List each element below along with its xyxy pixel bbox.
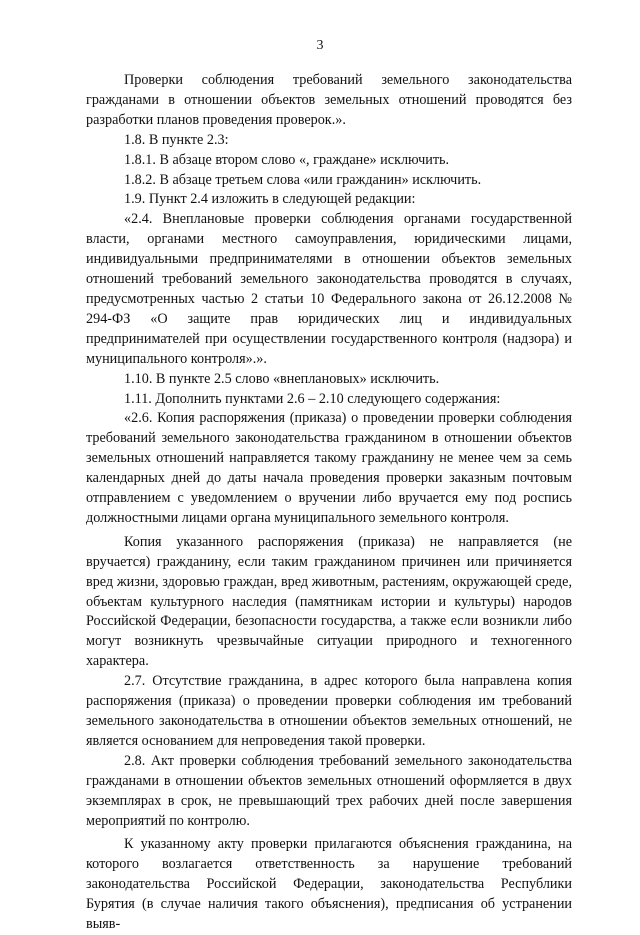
paragraph: 1.11. Дополнить пунктами 2.6 – 2.10 следующего содержания:	[124, 390, 501, 407]
page-number: 3	[316, 38, 324, 53]
paragraph: 1.9. Пункт 2.4 изложить в следующей редакции:	[124, 191, 416, 208]
paragraph: 1.8.1. В абзаце втором слово «, граждане» исключить.	[124, 151, 450, 168]
paragraph: «2.4. Внеплановые проверки соблюдения органами государственной власти, органами местного самоуправления, юридическими лицами, индивидуальными предпринимателями в отношении объектов земельных отношений требований земельного законодательства проводятся в случаях, предусмотренных частью 2 статьи 10 Федерального закона от 26.12.2008 № 294-ФЗ «О защите прав юридических лиц и индивидуальных предпринимателей при осуществлении государственного контроля (надзора) и муниципального контроля».».	[86, 211, 572, 367]
paragraph: 1.10. В пункте 2.5 слово «внеплановых» исключить.	[124, 370, 440, 387]
document-body	[86, 71, 572, 935]
paragraph: 1.8. В пункте 2.3:	[124, 131, 229, 148]
paragraph: 1.8.2. В абзаце третьем слова «или гражданин» исключить.	[124, 171, 482, 188]
paragraph: 2.7. Отсутствие гражданина, в адрес которого была направлена копия распоряжения (приказа) о проведении проверки соблюдения им требований земельного законодательства в отношении объектов земельных отношений, не является основанием для непроведения такой проверки.	[86, 673, 572, 749]
paragraph: К указанному акту проверки прилагаются объяснения гражданина, на которого возлагается ответственность за нарушение требований законодательства Российской Федерации, законодательства Республики Бурятия (в случае наличия такого объяснения), предписания об устранении выяв-	[86, 836, 572, 933]
paragraph: 2.8. Акт проверки соблюдения требований земельного законодательства гражданами в отношении объектов земельных отношений оформляется в двух экземплярах в срок, не превышающий трех рабочих дней после завершения мероприятий по контролю.	[86, 752, 572, 829]
paragraph: Копия указанного распоряжения (приказа) не направляется (не вручается) гражданину, если таким гражданином причинен или причиняется вред жизни, здоровью граждан, вред животным, растениям, окружающей среде, объектам культурного наследия (памятникам истории и культуры) народов Российской Федерации, безопасности государства, а также если возникли либо могут возникнуть чрезвычайные ситуации природного и техногенного характера.	[86, 533, 572, 670]
paragraph: «2.6. Копия распоряжения (приказа) о проведении проверки соблюдения требований земельного законодательства гражданином в отношении объектов земельных отношений направляется такому гражданину не менее чем за семь календарных дней до даты начала проведения проверки заказным почтовым отправлением с уведомлением о вручении либо вручается ему под роспись должностными лицами органа муниципального земельного контроля.	[86, 410, 572, 526]
paragraph: Проверки соблюдения требований земельного законодательства гражданами в отношении объектов земельных отношений проводятся без разработки планов проведения проверок.».	[86, 72, 572, 128]
